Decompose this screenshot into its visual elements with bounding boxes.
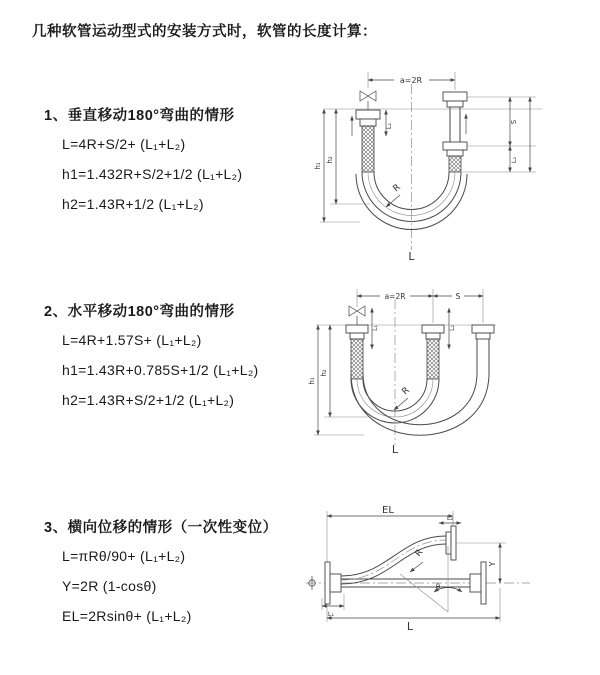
valve-icon: [349, 306, 365, 325]
dimension-label-y: Y: [488, 561, 497, 567]
section-1-formula-h2: h2=1.43R+1/2 (L₁+L₂): [62, 196, 204, 212]
radius-label: R: [400, 385, 412, 398]
page-title: 几种软管运动型式的安装方式时，软管的长度计算：: [32, 24, 377, 40]
dimension-label-s: S: [510, 119, 518, 125]
hose-displaced-position: [341, 536, 446, 584]
dimension-label-a2r: a=2R: [384, 292, 406, 301]
radius-callout: [386, 183, 403, 207]
dimension-a2r: [357, 289, 483, 323]
dimension-l2: [449, 308, 456, 349]
dimension-label-s: S: [455, 292, 461, 301]
length-label: L: [391, 443, 399, 456]
left-fitting: [346, 325, 368, 339]
left-fitting: [356, 110, 380, 126]
left-flange: [325, 562, 341, 604]
dimension-label-el: EL: [382, 505, 394, 516]
dimension-label-l2: L₂: [446, 514, 454, 522]
section-2-formula-L: L=4R+1.57S+ (L₁+L₂): [62, 332, 202, 348]
dimension-label-l2: L₂: [510, 156, 518, 164]
dimension-l2: [510, 97, 530, 172]
displaced-flange: [446, 526, 456, 560]
radius-label: R: [413, 547, 426, 559]
section-3-formula-EL: EL=2Rsinθ+ (L₁+L₂): [62, 608, 192, 624]
section-1-heading: 1、垂直移动180°弯曲的情形: [44, 108, 235, 124]
angle-label-theta: θ: [435, 583, 441, 591]
dimension-h1: [314, 109, 360, 222]
braided-hose-left: [351, 339, 363, 379]
dimension-label-h1: h₁: [314, 162, 322, 170]
dimension-label-l1: L₁: [327, 610, 335, 618]
section-2-formula-h2: h2=1.43R+S/2+1/2 (L₁+L₂): [62, 392, 235, 408]
dimension-s: [433, 290, 483, 301]
braided-hose-middle: [427, 339, 439, 379]
section-2-formula-h1: h1=1.43R+0.785S+1/2 (L₁+L₂): [62, 362, 259, 378]
section-1-formula-L: L=4R+S/2+ (L₁+L₂): [62, 136, 186, 152]
dimension-label-l2: L₂: [449, 325, 456, 331]
section-3-heading: 3、横向位移的情形（一次性变位）: [44, 520, 278, 536]
section-1-formula-h1: h1=1.432R+S/2+1/2 (L₁+L₂): [62, 166, 243, 182]
u-bend-moved: [351, 373, 489, 435]
radius-callout: [394, 386, 412, 410]
right-fittings: [443, 92, 467, 156]
dimension-label-h2: h₂: [320, 369, 328, 377]
dimension-label-h2: h₂: [326, 156, 334, 164]
dimension-label-h1: h₁: [308, 377, 316, 385]
dimension-l: [327, 588, 500, 633]
section-2-heading: 2、水平移动180°弯曲的情形: [44, 304, 235, 320]
dimension-label-a2r: a=2R: [399, 76, 423, 85]
dimension-l1: [385, 110, 393, 136]
diagram-lateral-displacement: [298, 498, 600, 655]
dimension-label-l1: L₁: [372, 325, 379, 331]
dimension-l1: [372, 308, 379, 349]
radius-callout: [410, 548, 425, 572]
dimension-label-l1: L₁: [385, 122, 393, 130]
dimension-l2: [439, 514, 461, 523]
dimension-label-l: L: [406, 620, 414, 633]
length-label: L: [408, 250, 415, 263]
right-flange: [470, 562, 486, 604]
braided-hose-left: [362, 126, 374, 172]
section-3-formula-Y: Y=2R (1-cosθ): [62, 578, 157, 594]
diagram-horizontal-180-bend: [306, 281, 598, 464]
middle-fitting: [422, 325, 444, 339]
dimension-el: [327, 505, 453, 562]
right-fitting: [472, 325, 494, 339]
diagram-vertical-180-bend: [310, 64, 594, 273]
section-3-formula-L: L=πRθ/90+ (L₁+L₂): [62, 548, 186, 564]
radius-label: R: [391, 182, 403, 195]
moved-hose-legs: [477, 339, 489, 373]
braided-hose-right: [449, 156, 461, 172]
valve-icon: [360, 91, 376, 110]
dimension-s: [462, 97, 536, 172]
